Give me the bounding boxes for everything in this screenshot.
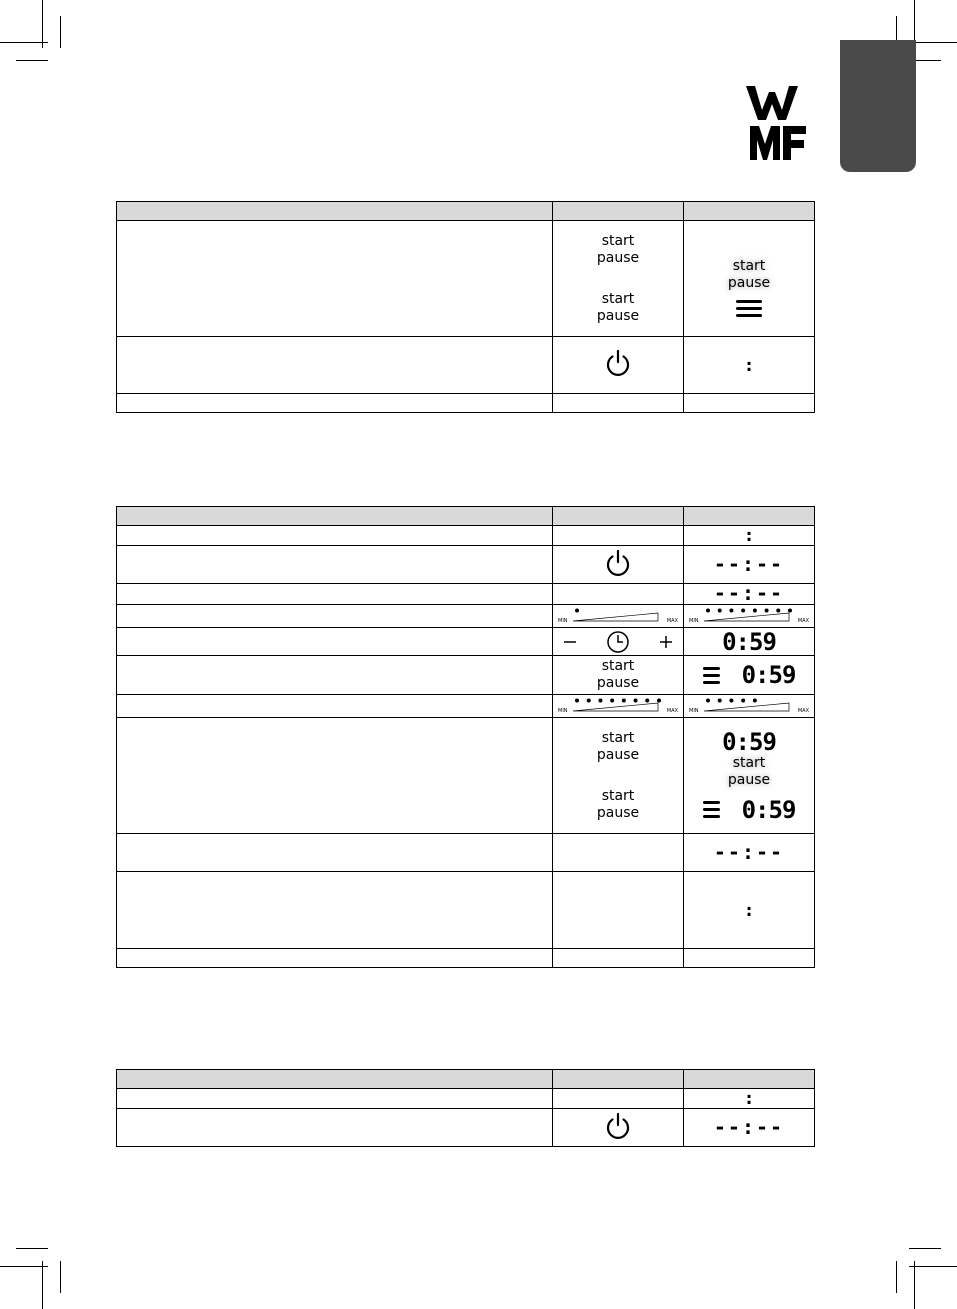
display-cell	[684, 221, 815, 337]
start-pause-button-cell	[553, 221, 684, 337]
start-label[interactable]: start	[601, 729, 635, 746]
table-row	[117, 546, 815, 584]
level-dot	[729, 699, 733, 703]
colon-indicator: :	[743, 899, 755, 921]
wmf-logo	[746, 86, 810, 162]
level-dot	[765, 609, 769, 613]
level-dot	[718, 609, 722, 613]
clock-icon[interactable]	[606, 630, 630, 654]
pause-label: pause	[727, 275, 771, 291]
level-dot	[718, 699, 722, 703]
start-label: start	[732, 754, 766, 771]
power-level-bar	[687, 607, 811, 625]
time-display-dashes: --:--	[713, 551, 785, 576]
min-label: MIN	[689, 618, 699, 624]
min-label: MIN	[689, 708, 699, 714]
start-label[interactable]: start	[601, 787, 635, 804]
level-dot	[776, 609, 780, 613]
max-label: MAX	[797, 618, 809, 624]
level-dot	[598, 699, 602, 703]
time-display: 0:59	[722, 727, 776, 756]
table-row	[117, 949, 815, 968]
colon-indicator: :	[743, 354, 755, 376]
pause-label[interactable]: pause	[596, 249, 640, 266]
time-display-dashes: --:--	[713, 839, 785, 864]
menu-icon	[703, 663, 720, 688]
menu-icon	[736, 296, 762, 321]
start-label[interactable]: start	[601, 232, 635, 249]
power-icon[interactable]	[604, 549, 632, 577]
table-row	[117, 1109, 815, 1147]
time-display: 0:59	[722, 627, 776, 656]
table-header	[117, 202, 815, 221]
crop-mark	[909, 1248, 941, 1249]
table-row	[117, 605, 815, 628]
pause-label: pause	[727, 771, 771, 788]
minus-icon[interactable]	[563, 635, 577, 649]
level-dot	[575, 699, 579, 703]
colon-indicator: :	[743, 525, 755, 546]
power-icon[interactable]	[604, 349, 632, 377]
start-label: start	[732, 258, 766, 274]
level-dot	[622, 699, 626, 703]
power-level-bar	[687, 697, 811, 715]
level-dot	[587, 699, 591, 703]
table-row	[117, 394, 815, 413]
table-row	[117, 1089, 815, 1109]
level-dot	[788, 609, 792, 613]
table-row	[117, 718, 815, 834]
crop-mark	[16, 1248, 48, 1249]
pause-label[interactable]: pause	[596, 746, 640, 763]
level-dot	[706, 699, 710, 703]
level-wedge	[573, 613, 658, 621]
level-dot	[741, 609, 745, 613]
level-dot	[741, 699, 745, 703]
pause-label[interactable]: pause	[596, 675, 640, 691]
crop-mark	[909, 1266, 957, 1267]
max-label: MAX	[666, 708, 678, 714]
crop-mark	[42, 0, 43, 48]
time-display-dashes: --:--	[713, 581, 785, 605]
colon-indicator: :	[743, 1088, 755, 1109]
table-row	[117, 695, 815, 718]
crop-mark	[909, 42, 957, 43]
crop-mark	[42, 1261, 43, 1309]
table-header	[117, 507, 815, 526]
crop-mark	[60, 16, 61, 48]
table-row	[117, 628, 815, 656]
max-label: MAX	[666, 618, 678, 624]
level-dot	[706, 609, 710, 613]
table-row	[117, 834, 815, 872]
level-wedge	[704, 613, 789, 621]
pause-label[interactable]: pause	[596, 804, 640, 821]
level-wedge	[704, 703, 789, 711]
time-display: 0:59	[741, 795, 796, 824]
table-header	[117, 1070, 815, 1089]
language-tab	[840, 40, 916, 172]
level-dot	[575, 609, 579, 613]
level-dot	[645, 699, 649, 703]
power-level-bar[interactable]	[556, 607, 680, 625]
table-row	[117, 221, 815, 337]
crop-mark	[0, 42, 48, 43]
level-dot	[753, 609, 757, 613]
power-level-bar[interactable]	[556, 697, 680, 715]
crop-mark	[60, 1261, 61, 1293]
table-row	[117, 584, 815, 605]
table-row	[117, 337, 815, 394]
plus-icon[interactable]	[659, 635, 673, 649]
table-2	[116, 506, 815, 968]
crop-mark	[0, 1266, 48, 1267]
menu-icon	[703, 797, 720, 822]
level-dot	[610, 699, 614, 703]
level-dot	[657, 699, 661, 703]
level-dot	[729, 609, 733, 613]
time-display-dashes: --:--	[713, 1114, 785, 1139]
crop-mark	[914, 1261, 915, 1309]
pause-label[interactable]: pause	[596, 307, 640, 324]
level-dot	[634, 699, 638, 703]
table-row	[117, 872, 815, 949]
start-label[interactable]: start	[601, 290, 635, 307]
table-3	[116, 1069, 815, 1147]
min-label: MIN	[558, 618, 568, 624]
time-display: 0:59	[741, 661, 796, 689]
level-wedge	[573, 703, 658, 711]
table-row	[117, 526, 815, 546]
crop-mark	[896, 1261, 897, 1293]
table-row	[117, 656, 815, 695]
table-1	[116, 201, 815, 413]
min-label: MIN	[558, 708, 568, 714]
start-label[interactable]: start	[601, 658, 635, 674]
max-label: MAX	[797, 708, 809, 714]
power-icon[interactable]	[604, 1112, 632, 1140]
crop-mark	[16, 60, 48, 61]
level-dot	[753, 699, 757, 703]
